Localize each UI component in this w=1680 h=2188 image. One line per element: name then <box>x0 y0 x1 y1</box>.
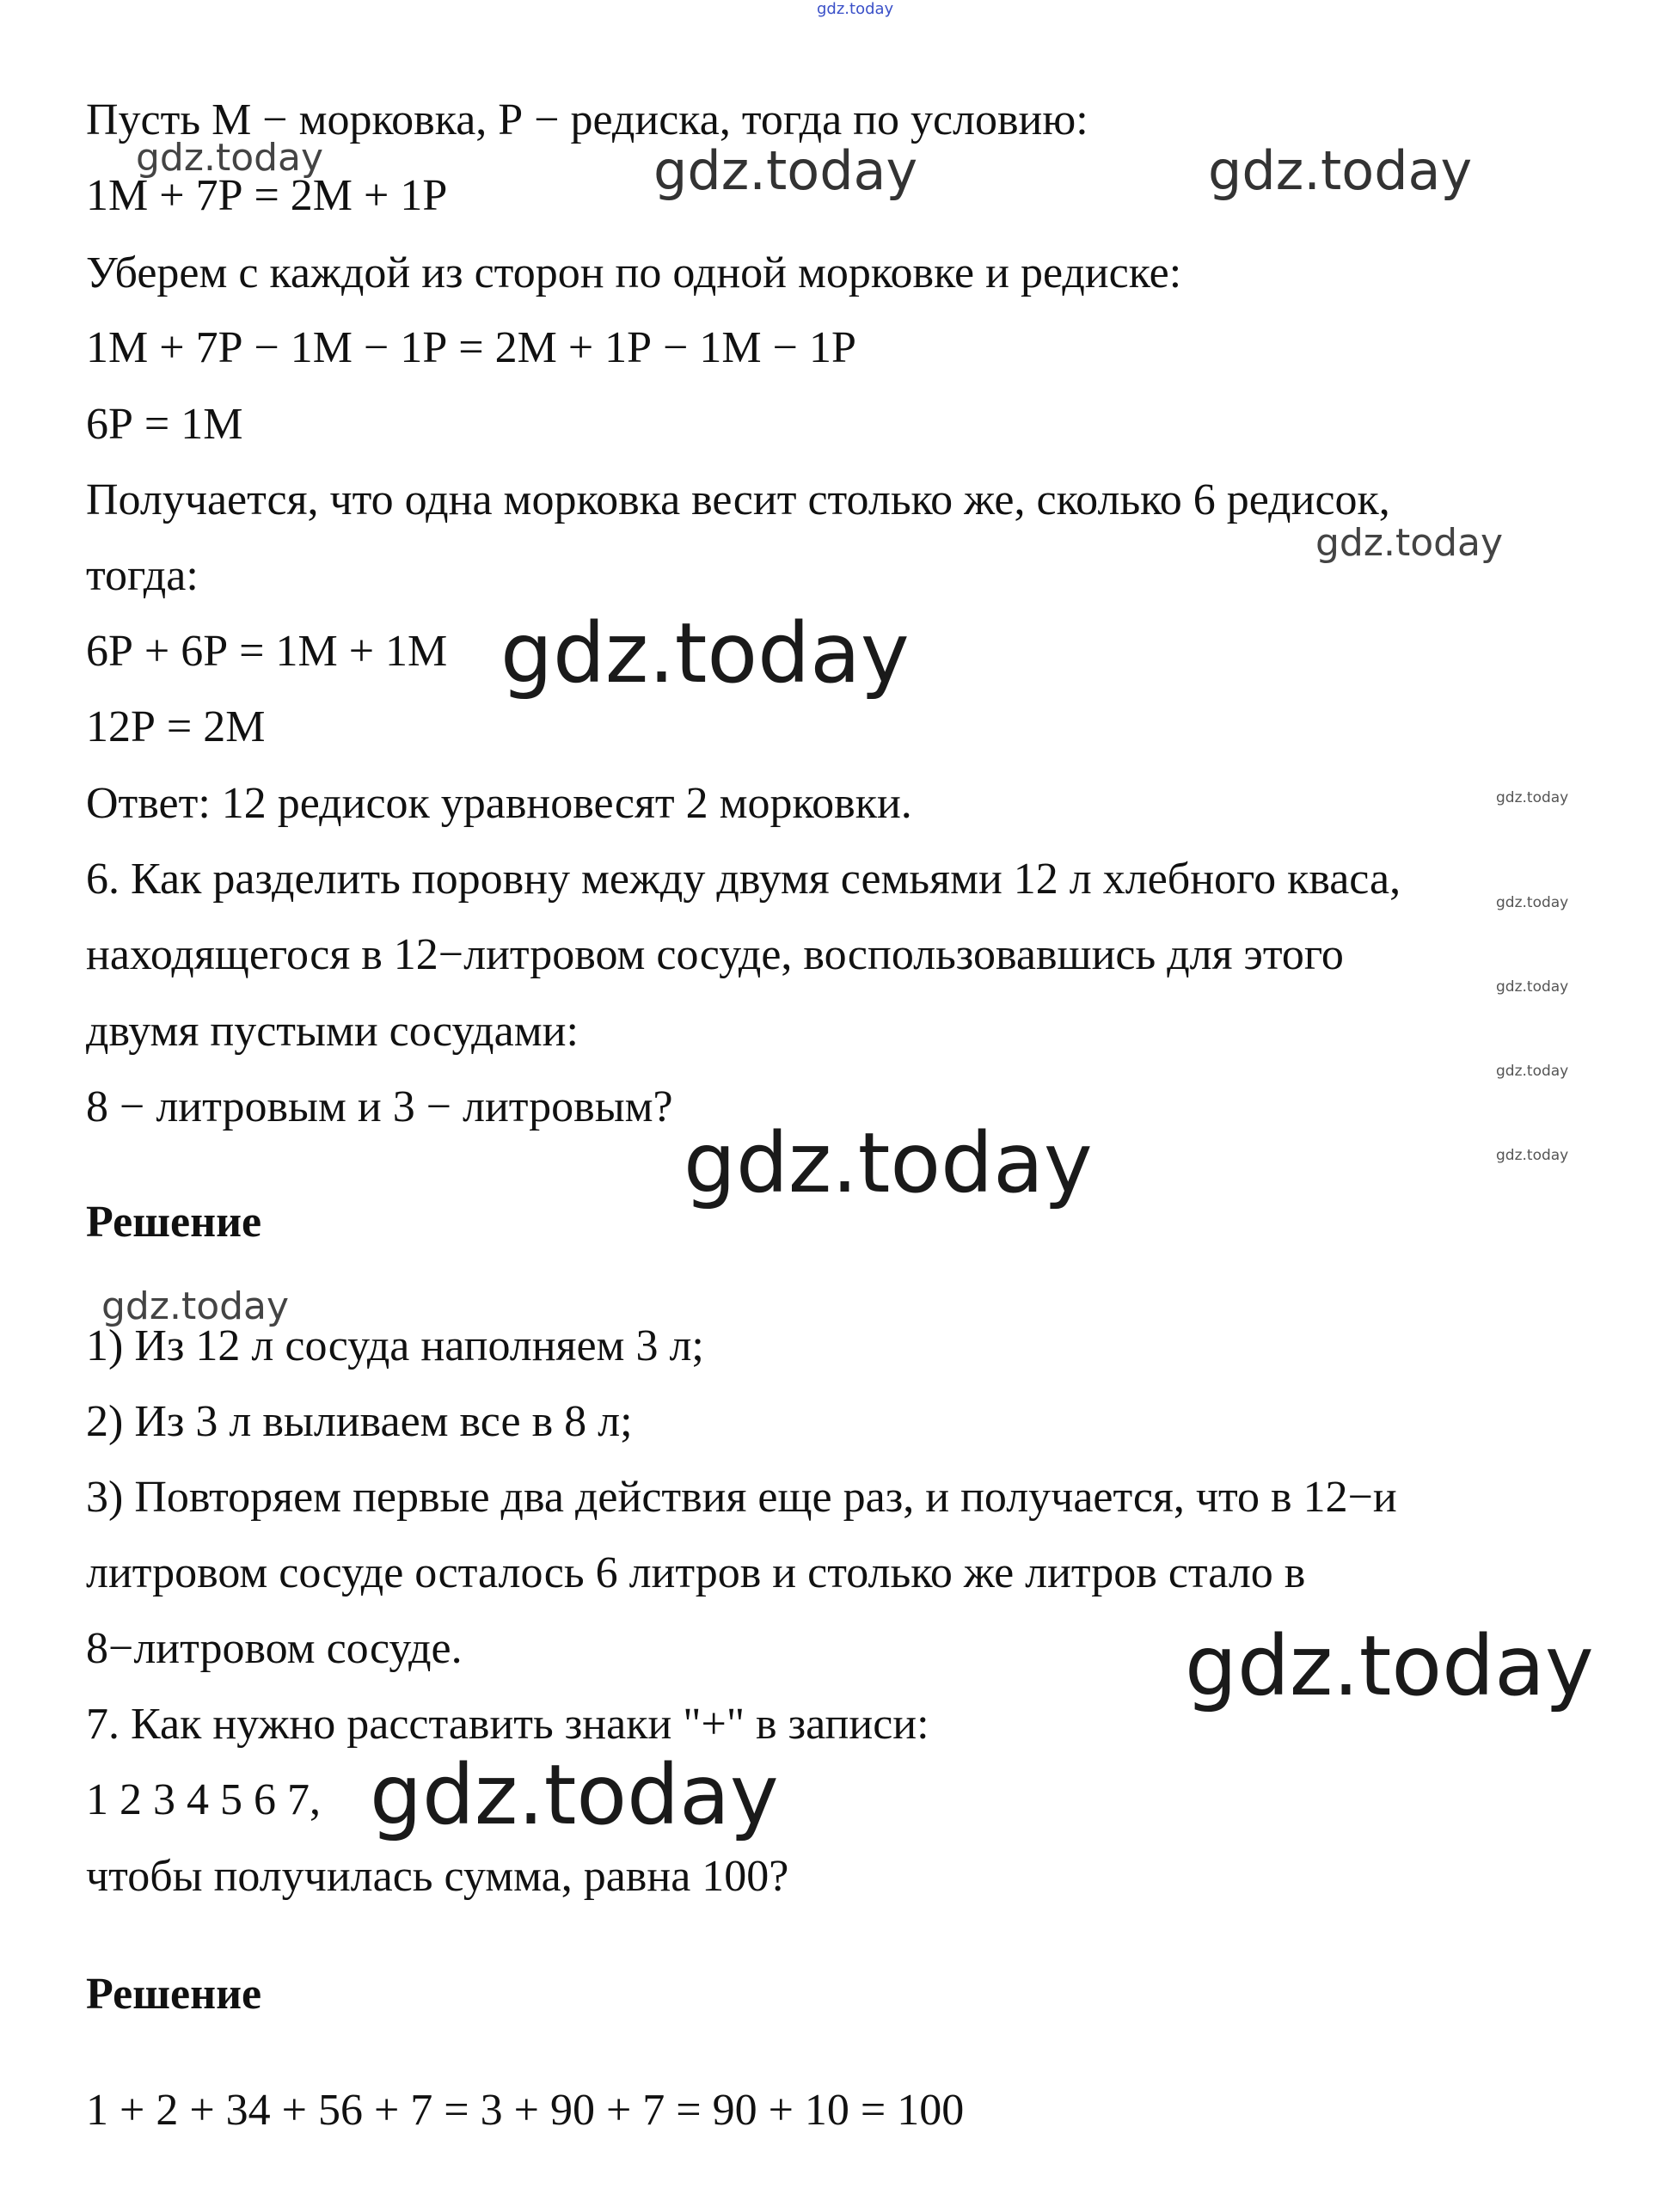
solution-heading: Решение <box>86 1198 262 1247</box>
watermark: gdz.today <box>684 1115 1093 1211</box>
solution-step: 1) Из 12 л сосуда наполняем 3 л; <box>86 1321 704 1370</box>
solution-step: 2) Из 3 л выливаем все в 8 л; <box>86 1397 633 1446</box>
equation-line <box>86 626 447 677</box>
watermark: gdz.today <box>370 1747 779 1843</box>
watermark: gdz.today <box>101 1284 290 1328</box>
watermark: gdz.today <box>1496 1063 1569 1080</box>
equation-line: 1М + 7Р − 1М − 1Р = 2М + 1Р − 1М − 1Р <box>86 323 856 372</box>
answer-line: Ответ: 12 редисок уравновесят 2 морковки. <box>86 779 912 828</box>
text-line: Пусть М − морковка, Р − редиска, тогда по условию: <box>86 95 1088 144</box>
task-line <box>86 1774 321 1826</box>
watermark: gdz.today <box>1208 139 1473 202</box>
watermark: gdz.today <box>500 605 910 702</box>
task-line: 6. Как разделить поровну между двумя семьями 12 л хлебного кваса, <box>86 855 1401 904</box>
solution-heading: Решение <box>86 1970 262 2019</box>
task-line: двумя пустыми сосудами: <box>86 1007 579 1056</box>
equation-line: 1 + 2 + 34 + 56 + 7 = 3 + 90 + 7 = 90 + 10 = 100 <box>86 2086 965 2135</box>
task-line: 8 − литровым и 3 − литровым? <box>86 1082 673 1131</box>
equation-text: 6Р + 6Р = 1М + 1М <box>86 627 448 676</box>
text-line: Уберем с каждой из сторон по одной морковке и редиске: <box>86 248 1182 297</box>
watermark: gdz.today <box>1496 894 1569 911</box>
task-line: 7. Как нужно расставить знаки "+" в записи: <box>86 1700 929 1749</box>
digit-sequence: 1 2 3 4 5 6 7, <box>86 1775 321 1824</box>
solution-step: 3) Повторяем первые два действия еще раз, и получается, что в 12−и <box>86 1473 1397 1522</box>
watermark: gdz.today <box>1315 521 1504 565</box>
solution-step: 8−литровом сосуде. <box>86 1624 463 1673</box>
watermark: gdz.today <box>1496 789 1569 806</box>
equation-line: 6Р = 1М <box>86 400 243 449</box>
task-line: находящегося в 12−литровом сосуде, воспользовавшись для этого <box>86 930 1344 979</box>
text-line: Получается, что одна морковка весит столько же, сколько 6 редисок, <box>86 475 1390 524</box>
watermark-top: gdz.today <box>817 0 894 18</box>
text-line: тогда: <box>86 551 199 600</box>
watermark: gdz.today <box>136 136 324 180</box>
watermark: gdz.today <box>1496 978 1569 996</box>
solution-step: литровом сосуде осталось 6 литров и столько же литров стало в <box>86 1548 1306 1597</box>
equation-line: 12Р = 2М <box>86 702 266 751</box>
watermark: gdz.today <box>653 139 918 202</box>
watermark: gdz.today <box>1185 1618 1594 1714</box>
equation-line: 1М + 7Р = 2М + 1Р <box>86 171 448 220</box>
task-line: чтобы получилась сумма, равна 100? <box>86 1852 789 1901</box>
watermark: gdz.today <box>1496 1147 1569 1164</box>
